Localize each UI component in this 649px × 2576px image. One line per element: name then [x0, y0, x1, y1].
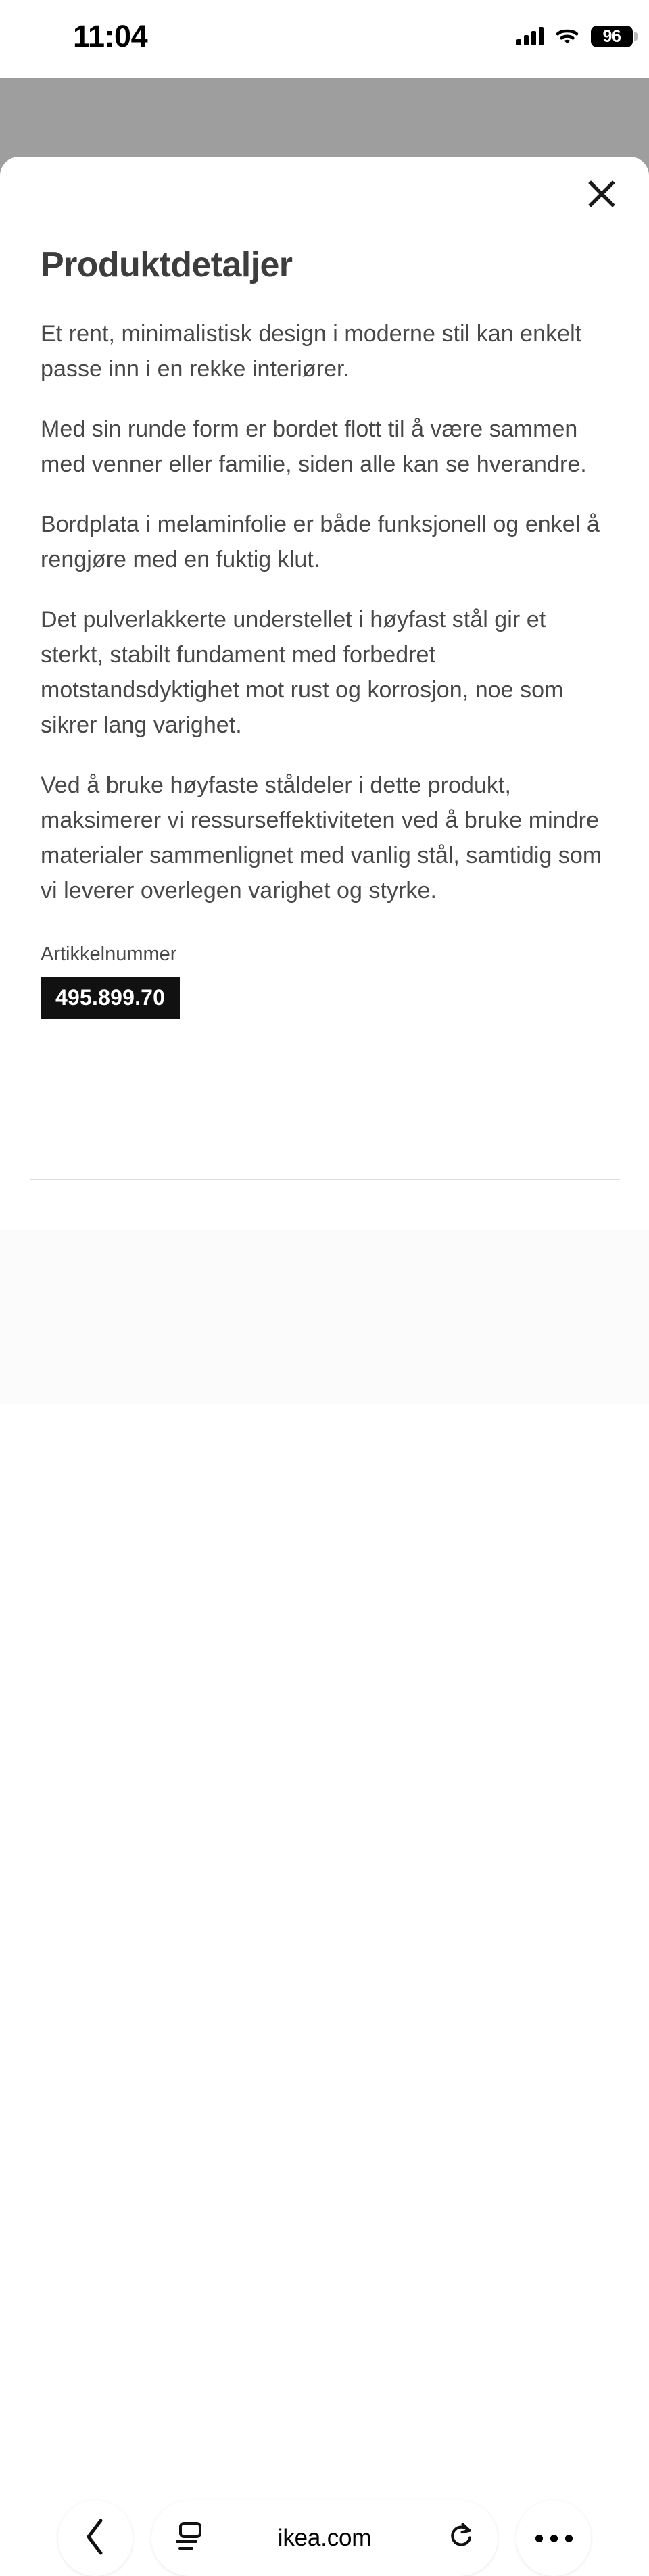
battery-icon [591, 26, 633, 47]
url-bar[interactable] [151, 2500, 498, 2576]
product-description-paragraph: Med sin runde form er bordet flott til å være sammen med venner eller familie, siden alle kan se hverandre. [41, 416, 587, 477]
product-description-paragraph: Et rent, minimalistisk design i moderne stil kan enkelt passe inn i en rekke interiører. [41, 321, 582, 382]
article-number-block [41, 942, 608, 1019]
more-ellipsis-icon [565, 2535, 573, 2542]
battery-level-label: 96 [602, 26, 621, 46]
page-title: Produktdetaljer [41, 245, 293, 284]
more-options-button[interactable] [516, 2500, 591, 2576]
more-ellipsis-icon [535, 2535, 543, 2542]
battery-nib [634, 32, 638, 41]
status-bar-indicators [516, 20, 633, 53]
product-description-paragraph: Ved å bruke høyfaste ståldeler i dette produkt, maksimerer vi ressurseffektiviteten ved å bruke mindre materialer sammenlignet med vanlig stål, samtidig som vi leverer overlegen varighet og styrke. [41, 772, 602, 903]
status-bar [0, 0, 649, 78]
section-divider [30, 1179, 620, 1180]
product-description-paragraph: Det pulverlakkerte understellet i høyfast stål gir et sterkt, stabilt fundament med forbedret motstandsdyktighet mot rust og korrosjon, noe som sikrer lang varighet. [41, 607, 564, 738]
article-number-badge: 495.899.70 [41, 977, 180, 1019]
reader-view-button[interactable] [151, 2521, 216, 2556]
reload-icon [448, 2521, 476, 2556]
article-number-label: Artikkelnummer [41, 943, 177, 965]
cellular-signal-icon [516, 28, 544, 45]
url-text[interactable]: ikea.com [277, 2525, 372, 2551]
reload-button[interactable] [433, 2521, 498, 2556]
close-button[interactable] [578, 170, 625, 218]
back-button[interactable] [58, 2500, 133, 2576]
close-icon [587, 179, 617, 209]
product-description-paragraph: Bordplata i melaminfolie er både funksjonell og enkel å rengjøre med en fuktig klut. [41, 512, 600, 572]
product-details-content [0, 157, 649, 1019]
more-ellipsis-icon [550, 2535, 558, 2542]
chevron-left-icon [84, 2518, 107, 2559]
status-bar-clock: 11:04 [73, 19, 148, 53]
wifi-icon [556, 28, 579, 45]
browser-toolbar [0, 1230, 649, 2551]
reader-view-icon [174, 2521, 203, 2556]
